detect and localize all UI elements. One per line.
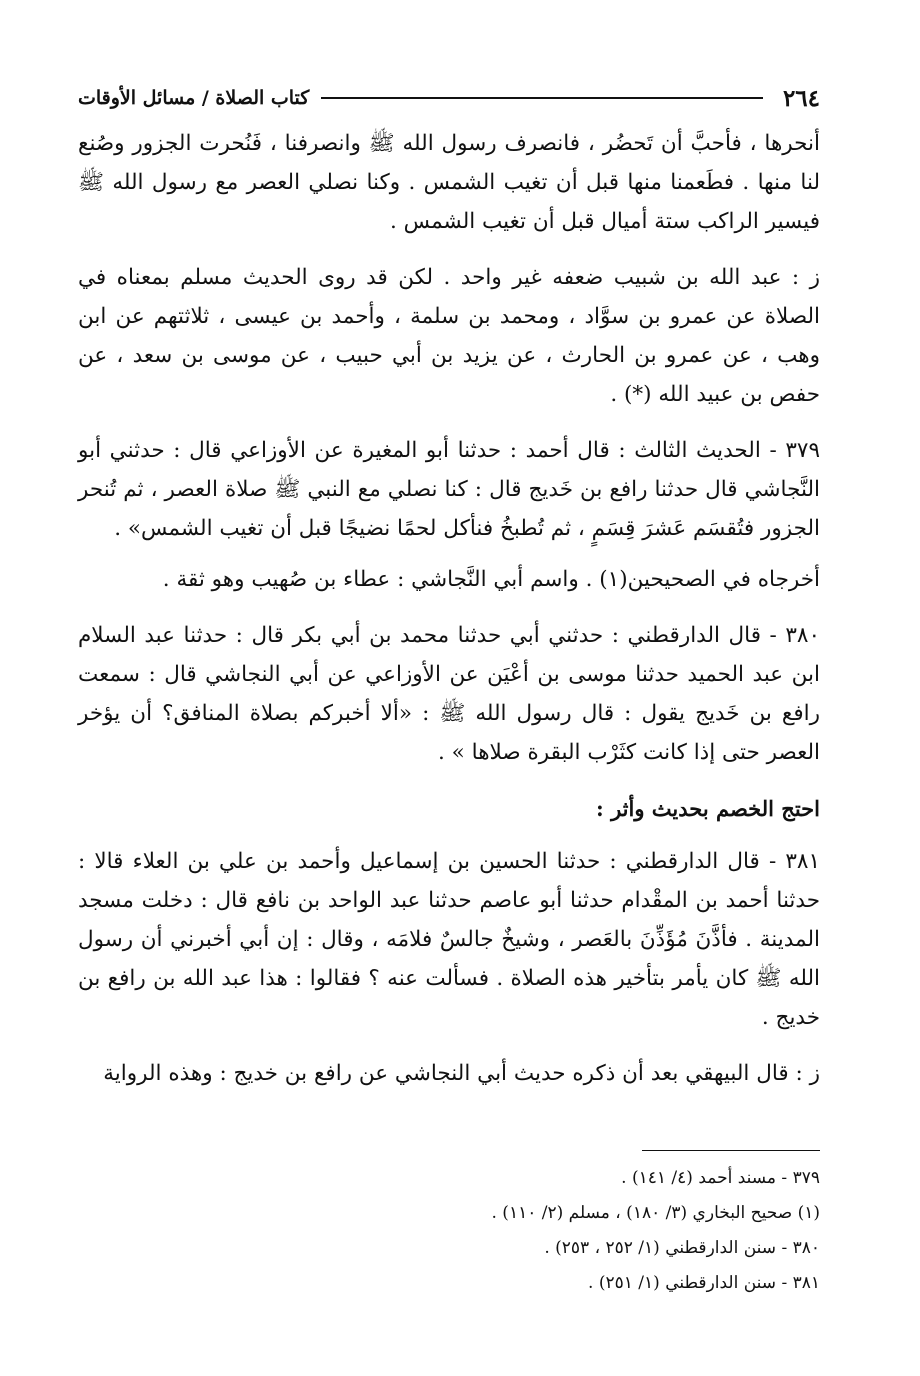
paragraph-commentary-bayhaqi: ز : قال البيهقي بعد أن ذكره حديث أبي النجاشي عن رافع بن خديج : وهذه الرواية	[103, 1061, 820, 1086]
footnote-item: ٣٨١ - سنن الدارقطني (١/ ٢٥١) .	[588, 1273, 820, 1293]
footnotes	[78, 1150, 820, 1301]
footnote-rule	[642, 1150, 820, 1151]
paragraph-takhrij: أخرجاه في الصحيحين(١) . واسم أبي النَّجاشي : عطاء بن صُهيب وهو ثقة .	[162, 567, 820, 592]
header-rule	[321, 97, 763, 99]
paragraph-hadith-381: ٣٨١ - قال الدارقطني : حدثنا الحسين بن إسماعيل وأحمد بن علي بن العلاء قالا : حدثنا أحمد بن المقْدام حدثنا أبو عاصم حدثنا عبد الواحد بن نافع قال : دخلت مسجد المدينة . فأذَّنَ مُؤَذِّنَ بالعَصر ، وشيخٌ جالسٌ فلامَه ، وقال : إن أبي أخبرني أن رسول الله ﷺ كان يأمر بتأخير هذه الصلاة . فسألت عنه ؟ فقالوا : هذا عبد الله بن رافع بن خديج .	[78, 849, 820, 1030]
section-heading: احتج الخصم بحديث وأثر :	[596, 796, 820, 821]
paragraph-hadith-continuation: أنحرها ، فأحبَّ أن تَحضُر ، فانصرف رسول الله ﷺ وانصرفنا ، فَنُحرت الجزور وصُنع لنا منها . فطَعمنا منها قبل أن تغيب الشمس . وكنا نصلي العصر مع رسول الله ﷺ فيسير الراكب ستة أميال قبل أن تغيب الشمس .	[78, 131, 820, 234]
paragraph-hadith-379: ٣٧٩ - الحديث الثالث : قال أحمد : حدثنا أبو المغيرة عن الأوزاعي قال : حدثني أبو النَّجاشي قال حدثنا رافع بن خَديج قال : كنا نصلي مع النبي ﷺ صلاة العصر ، ثم تُنحر الجزور فتُقسَم عَشرَ قِسَمٍ ، ثم تُطبخُ فنأكل لحمًا نضيجًا قبل أن تغيب الشمس» .	[78, 438, 820, 541]
running-title: كتاب الصلاة / مسائل الأوقات	[78, 87, 310, 109]
body-text	[78, 124, 820, 1093]
page-header	[78, 78, 820, 118]
paragraph-commentary-ibn-shabib: ز : عبد الله بن شبيب ضعفه غير واحد . لكن قد روى الحديث مسلم بمعناه في الصلاة عن عمرو بن سوَّاد ، ومحمد بن سلمة ، وأحمد بن عيسى ، ثلاثتهم عن ابن وهب ، عن عمرو بن الحارث ، عن يزيد بن أبي حبيب ، عن موسى بن سعد ، عن حفص بن عبيد الله (*) .	[78, 265, 820, 407]
page-number: ٢٦٤	[782, 84, 820, 112]
footnote-item: ٣٧٩ - مسند أحمد (٤/ ١٤١) .	[621, 1168, 820, 1188]
footnote-item: (١) صحيح البخاري (٣/ ١٨٠) ، مسلم (٢/ ١١٠) .	[491, 1203, 820, 1223]
paragraph-hadith-380: ٣٨٠ - قال الدارقطني : حدثني أبي حدثنا محمد بن أبي بكر قال : حدثنا عبد السلام ابن عبد الحميد حدثنا موسى بن أعْيَن عن الأوزاعي عن أبي النجاشي قال : سمعت رافع بن خَديج يقول : قال رسول الله ﷺ : «ألا أخبركم بصلاة المنافق؟ أن يؤخر العصر حتى إذا كانت كثَرْب البقرة صلاها » .	[78, 623, 820, 765]
footnote-item: ٣٨٠ - سنن الدارقطني (١/ ٢٥٢ ، ٢٥٣) .	[544, 1238, 820, 1258]
